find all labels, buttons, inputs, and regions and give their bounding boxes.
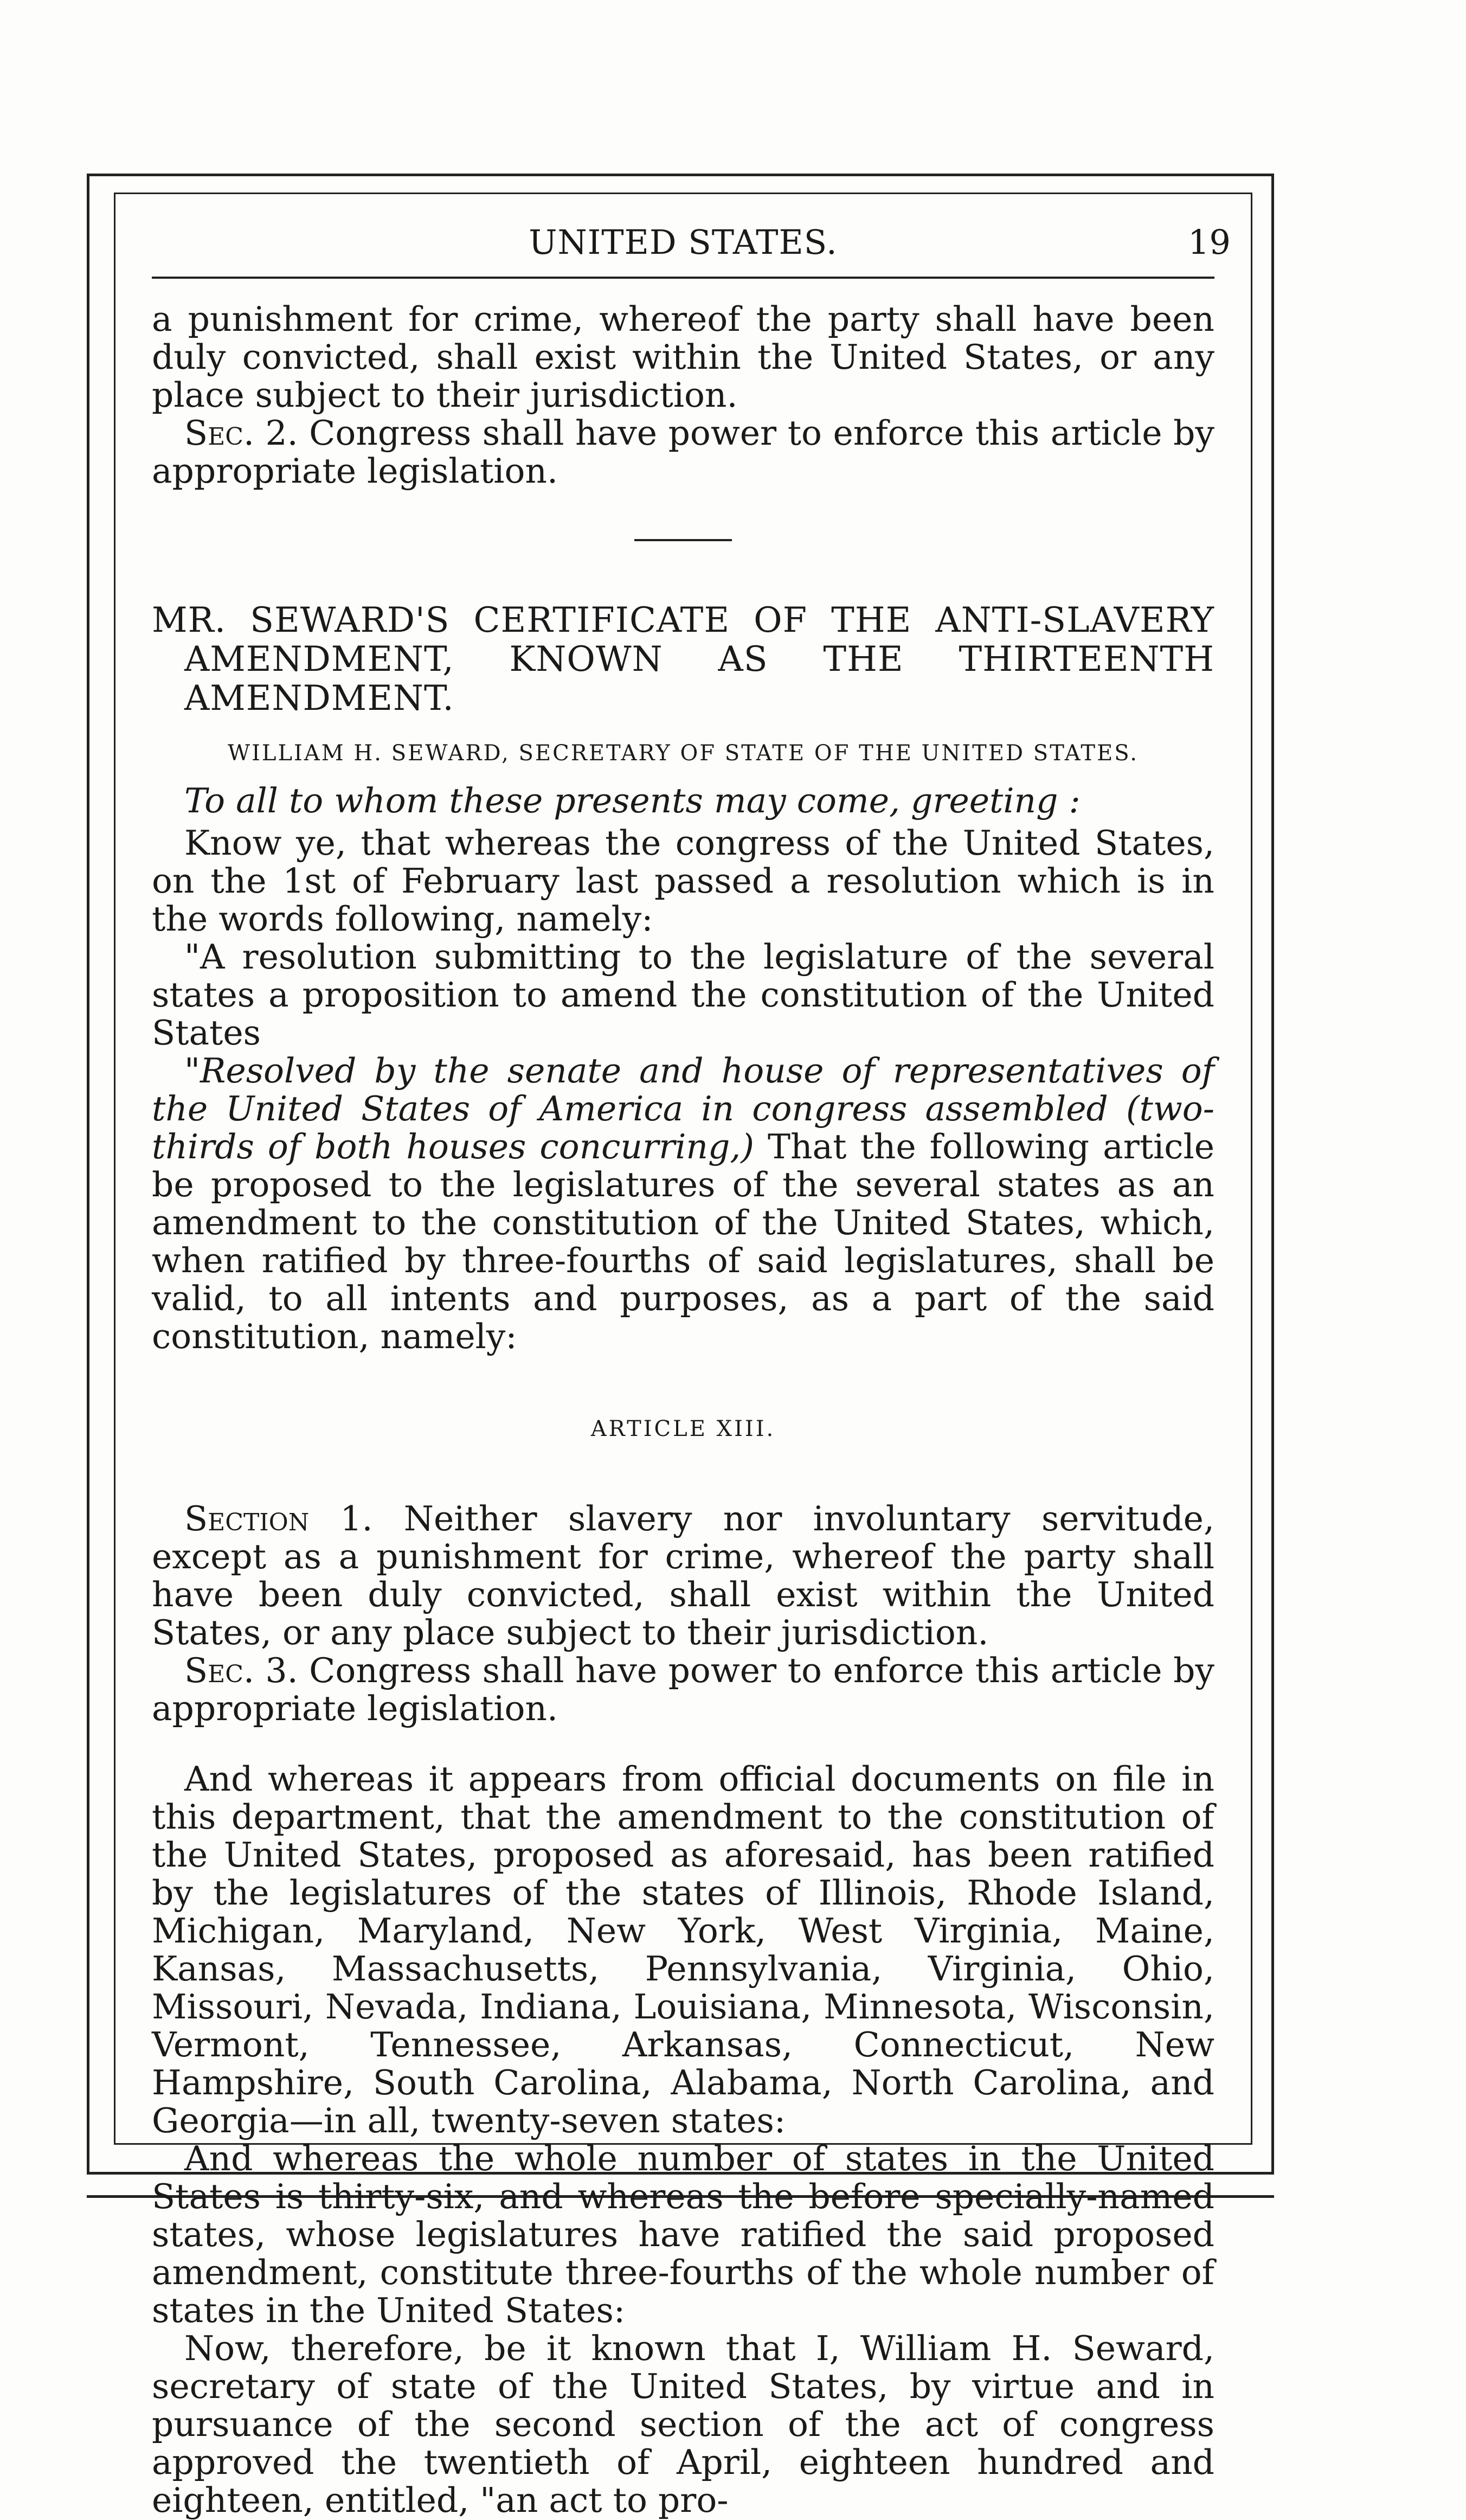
sec2-text: Congress shall have power to enforce this article by appropriate legislation. — [152, 413, 1214, 491]
page-header — [152, 217, 1231, 279]
certificate-title: MR. SEWARD'S CERTIFICATE OF THE ANTI-SLAVERY AMENDMENT, KNOWN AS THE THIRTEENTH AMENDMENT. — [152, 600, 1214, 719]
intro-continuation: a punishment for crime, whereof the party shall have been duly convicted, shall exist within the United States, or any place subject to their jurisdiction. — [152, 299, 1214, 415]
running-title: UNITED STATES. — [529, 222, 838, 262]
intro-section-2 — [152, 414, 1214, 490]
section1-label: Section 1. — [184, 1499, 373, 1538]
page-number: 19 — [1188, 222, 1231, 262]
resolution-paragraph — [152, 1052, 1214, 1356]
article-section-3 — [152, 1652, 1214, 1728]
spacer — [152, 1728, 1214, 1760]
certificate-para-2: "A resolution submitting to the legislature of the several states a proposition to amend the constitution of the United States — [152, 937, 1214, 1053]
resolved-rest: That the following article be proposed to the legislatures of the several states as an amendment to the constitution of the United States, which, when ratified by three-fourths of said legislatures, shall be valid, to all intents and purposes, as a part of the said constitution, namely: — [152, 1127, 1215, 1356]
sec2-label: Sec. 2. — [184, 413, 298, 453]
section3-label: Sec. 3. — [184, 1651, 298, 1690]
section-divider — [634, 539, 732, 541]
closing-para-2: And whereas the whole number of states in the United States is thirty-six, and whereas the before specially-named states, whose legislatures have ratified the said proposed amendment, constitute three-fourths of the whole number of states in the United States: — [152, 2139, 1214, 2330]
certificate-byline: WILLIAM H. SEWARD, SECRETARY OF STATE OF THE UNITED STATES. — [228, 741, 1139, 766]
page-body — [152, 217, 1231, 2520]
certificate-para-1: Know ye, that whereas the congress of the United States, on the 1st of February last passed a resolution which is in the words following, namely: — [152, 823, 1214, 939]
closing-para-1: And whereas it appears from official documents on file in this department, that the amendment to the constitution of the United States, proposed as aforesaid, has been ratified by the legislatures of the states of Illinois, Rhode Island, Michigan, Maryland, New York, West Virginia, Maine, Kansas, Massachusetts, Pennsylvania, Virginia, Ohio, Missouri, Nevada, Indiana, Louisiana, Minnesota, Wisconsin, Vermont, Tennessee, Arkansas, Connecticut, New Hampshire, South Carolina, Alabama, North Carolina, and Georgia—in all, twenty-seven states: — [152, 1759, 1214, 2140]
closing-para-3: Now, therefore, be it known that I, William H. Seward, secretary of state of the United States, by virtue and in pursuance of the second section of the act of congress approved the twentieth of April, eighteen hundred and eighteen, entitled, "an act to pro- — [152, 2329, 1214, 2520]
article-section-1 — [152, 1500, 1214, 1652]
resolved-italic: "Resolved by the senate and house of representatives of the United States of America in congress assembled (two-thirds of both houses concurring,) — [152, 1051, 1214, 1166]
section1-text: Neither slavery nor involuntary servitude, except as a punishment for crime, whereof the party shall have been duly convicted, shall exist within the United States, or any place subject to their jurisdiction. — [152, 1499, 1214, 1652]
salutation: To all to whom these presents may come, greeting : — [184, 781, 1081, 820]
section3-text: Congress shall have power to enforce this article by appropriate legislation. — [152, 1651, 1214, 1728]
article-heading: ARTICLE XIII. — [590, 1416, 776, 1441]
